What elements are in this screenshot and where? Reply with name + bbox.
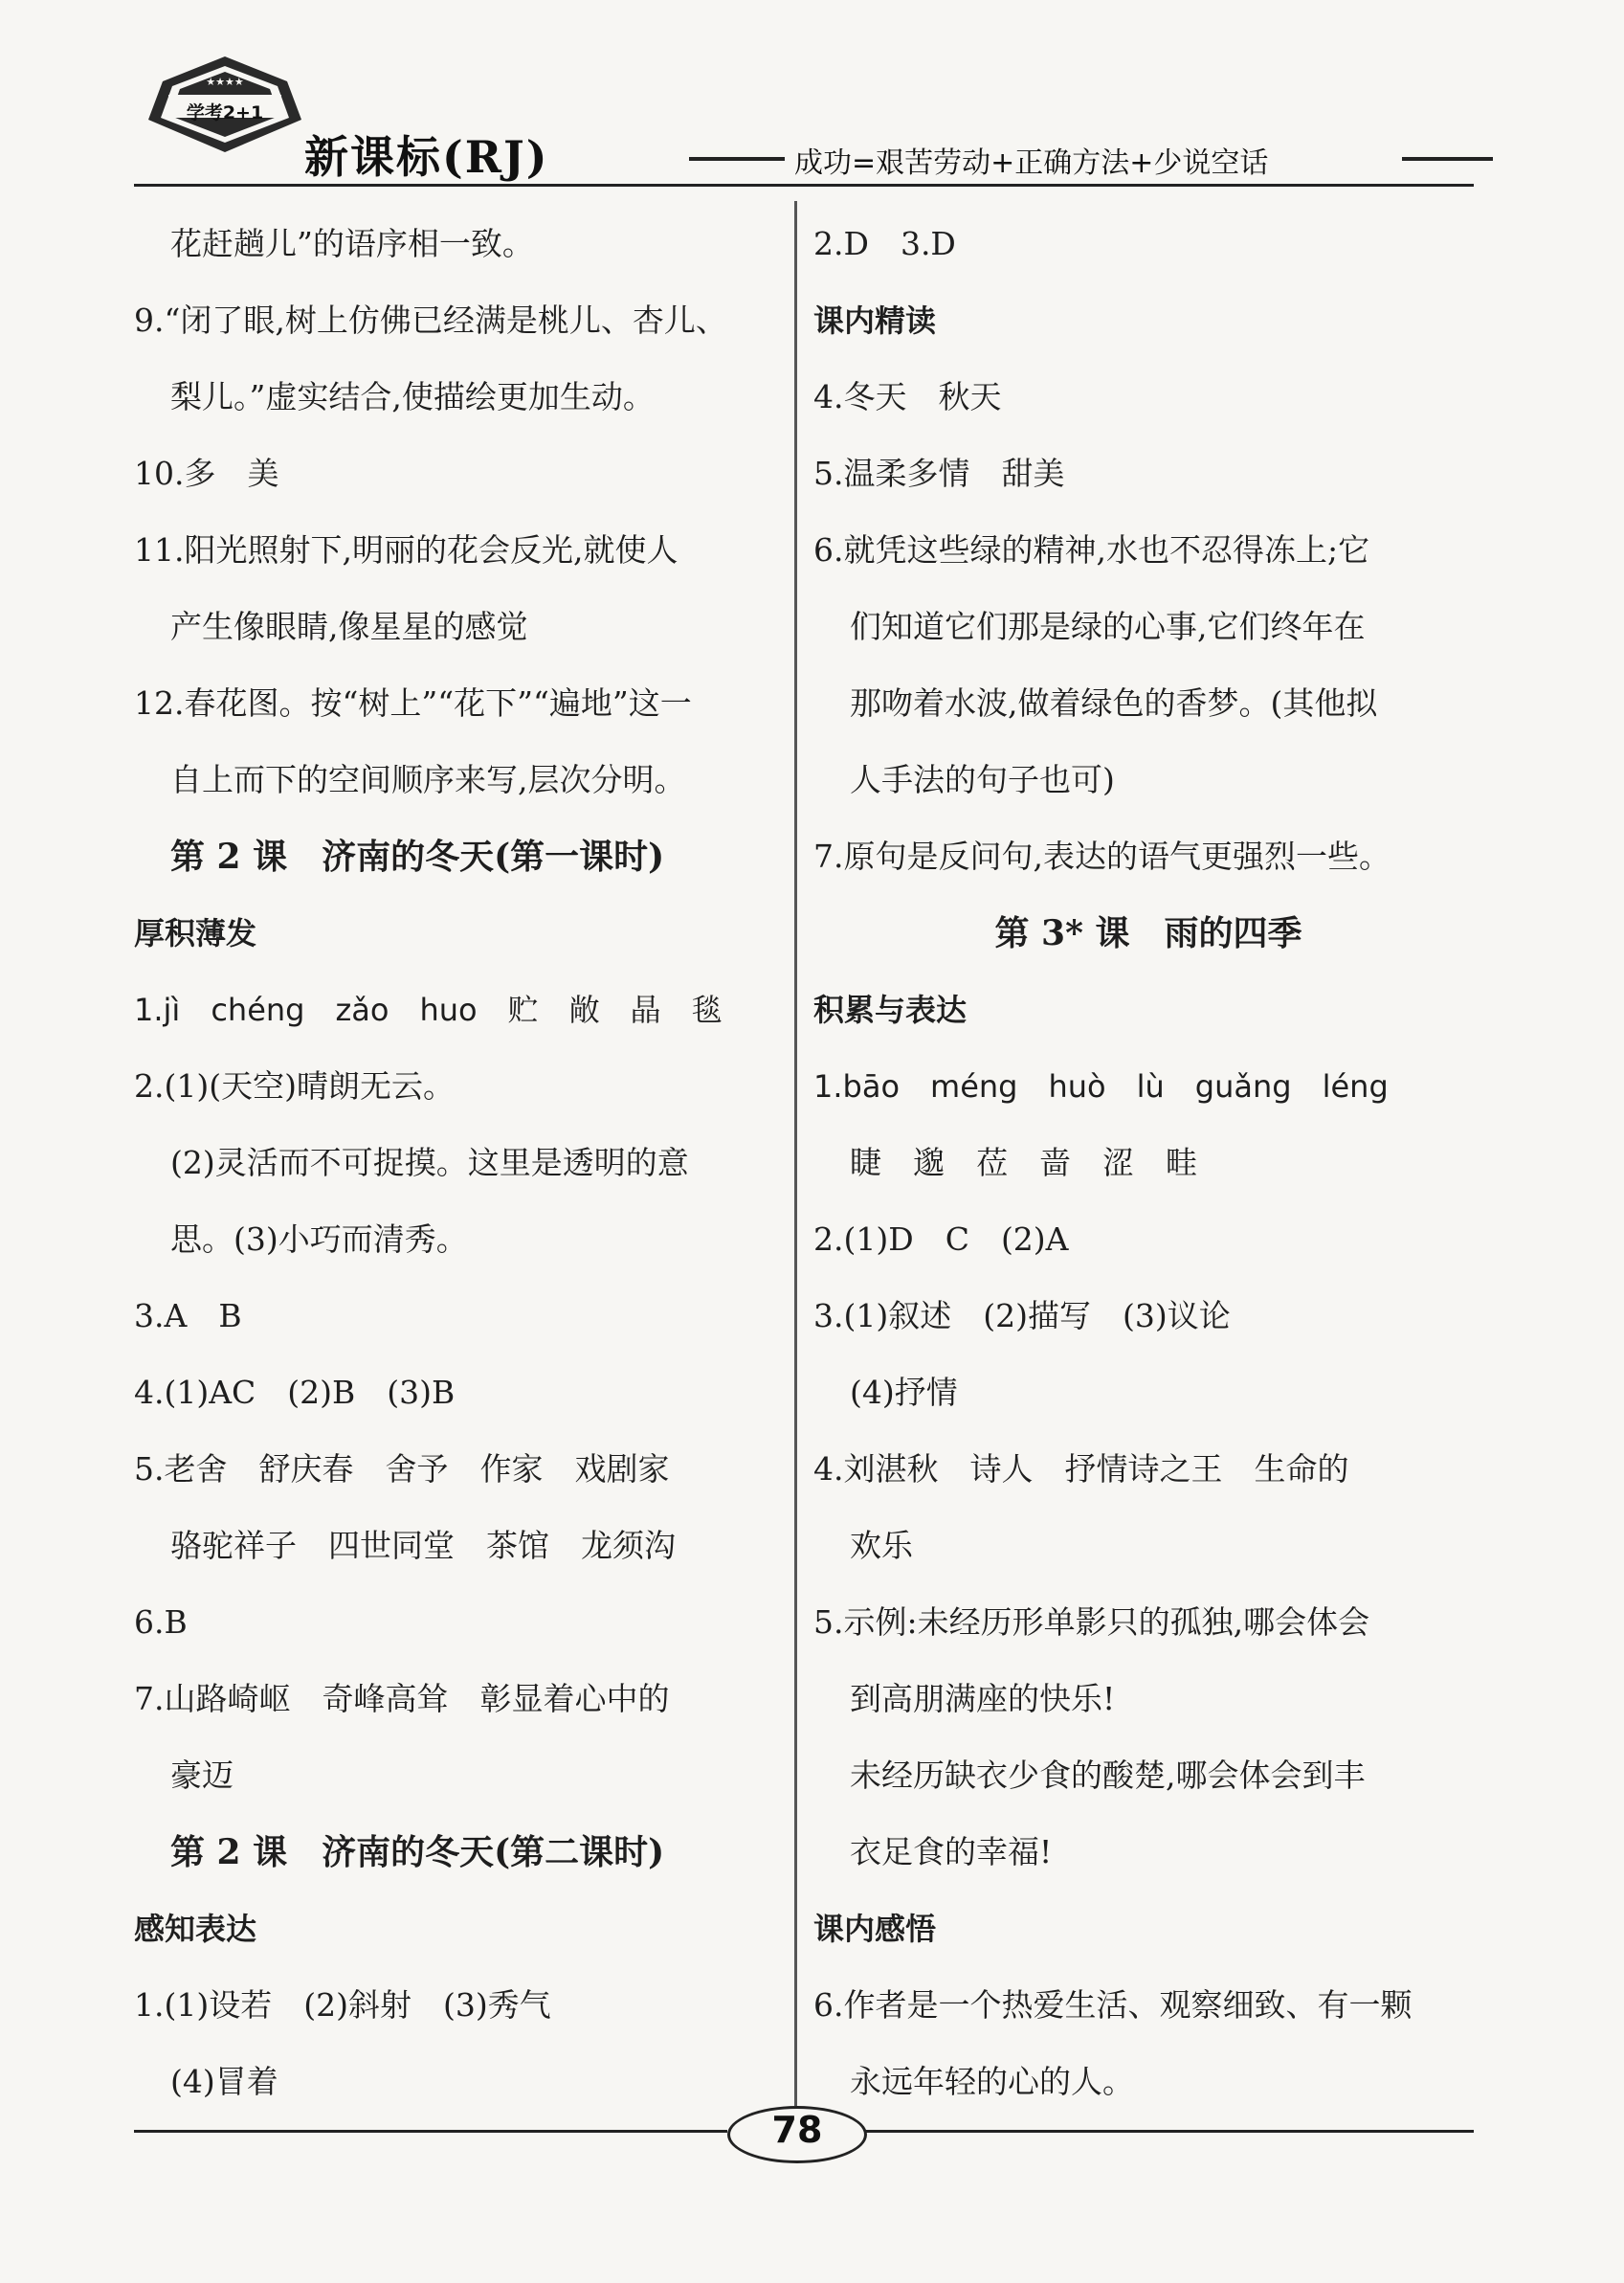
page-number: 78 bbox=[771, 2109, 823, 2151]
answer-line: (4)抒情 bbox=[850, 1374, 958, 1411]
answer-line: (2)灵活而不可捉摸。这里是透明的意 bbox=[170, 1144, 689, 1181]
answer-line: 未经历缺衣少食的酸楚,哪会体会到丰 bbox=[850, 1757, 1366, 1794]
answer-line: 自上而下的空间顺序来写,层次分明。 bbox=[170, 761, 686, 798]
answer-line: 5.温柔多情 甜美 bbox=[813, 455, 1065, 492]
answer-line: 10.多 美 bbox=[134, 455, 279, 492]
left-column bbox=[134, 206, 794, 2120]
answer-line: 那吻着水波,做着绿色的香梦。(其他拟 bbox=[850, 684, 1378, 722]
answer-line: 4.冬天 秋天 bbox=[813, 378, 1002, 415]
answer-line: 思。(3)小巧而清秀。 bbox=[170, 1220, 468, 1258]
answer-line: 5.老舍 舒庆春 舍予 作家 戏剧家 bbox=[134, 1450, 670, 1488]
lesson-heading: 第 3* 课 雨的四季 bbox=[994, 913, 1302, 953]
answer-line: 6.B bbox=[134, 1603, 188, 1641]
answer-line: 2.(1)(天空)晴朗无云。 bbox=[134, 1067, 455, 1105]
answer-line: 衣足食的幸福! bbox=[850, 1833, 1053, 1870]
footer-rule-right bbox=[864, 2130, 1474, 2133]
svg-text:★★★★: ★★★★ bbox=[206, 76, 244, 88]
answer-line: 5.示例:未经历形单影只的孤独,哪会体会 bbox=[813, 1603, 1370, 1641]
answer-line: 1.bāo méng huò lù guǎng léng bbox=[813, 1068, 1389, 1105]
answer-line: 豪迈 bbox=[170, 1757, 234, 1794]
section-heading: 积累与表达 bbox=[813, 992, 968, 1028]
lesson-heading: 第 2 课 济南的冬天(第二课时) bbox=[170, 1832, 665, 1872]
answer-line: 3.(1)叙述 (2)描写 (3)议论 bbox=[813, 1297, 1231, 1334]
answer-line: 2.(1)D C (2)A bbox=[813, 1220, 1069, 1258]
header-rule bbox=[134, 184, 1474, 187]
answer-line: 到高朋满座的快乐! bbox=[850, 1680, 1116, 1717]
footer-rule-left bbox=[134, 2130, 727, 2133]
answer-line: 2.D 3.D bbox=[813, 225, 956, 262]
answer-line: 永远年轻的心的人。 bbox=[850, 2063, 1134, 2100]
answer-line: 人手法的句子也可) bbox=[850, 761, 1115, 798]
answer-line: 6.作者是一个热爱生活、观察细致、有一颗 bbox=[813, 1986, 1413, 2024]
page-footer bbox=[134, 2101, 1474, 2178]
answer-line: 梨儿。”虚实结合,使描绘更加生动。 bbox=[170, 378, 655, 415]
motto-line-left bbox=[689, 157, 785, 161]
column-divider bbox=[794, 201, 797, 2106]
right-column bbox=[813, 206, 1483, 2120]
answer-line: 4.刘湛秋 诗人 抒情诗之王 生命的 bbox=[813, 1450, 1349, 1488]
section-heading: 课内感悟 bbox=[813, 1911, 937, 1947]
page-header bbox=[0, 0, 1624, 191]
answer-line: 骆驼祥子 四世同堂 茶馆 龙须沟 bbox=[170, 1527, 676, 1564]
logo-text: 学考2+1 bbox=[186, 102, 264, 123]
lesson-heading: 第 2 课 济南的冬天(第一课时) bbox=[170, 837, 665, 877]
answer-line: 欢乐 bbox=[850, 1527, 913, 1564]
answer-line: 睫 邈 莅 啬 涩 畦 bbox=[850, 1144, 1197, 1181]
answer-line: 7.原句是反问句,表达的语气更强烈一些。 bbox=[813, 838, 1390, 875]
answer-line: 们知道它们那是绿的心事,它们终年在 bbox=[850, 608, 1366, 645]
answer-line: 7.山路崎岖 奇峰高耸 彰显着心中的 bbox=[134, 1680, 670, 1717]
motto-banner bbox=[689, 139, 1493, 180]
answer-line: 1.jì chéng zǎo huo 贮 敞 晶 毯 bbox=[134, 992, 723, 1028]
answer-line: 9.“闭了眼,树上仿佛已经满是桃儿、杏儿、 bbox=[134, 302, 727, 339]
section-heading: 厚积薄发 bbox=[134, 915, 257, 951]
brand-title: 新课标(RJ) bbox=[304, 131, 549, 183]
answer-line: (4)冒着 bbox=[170, 2063, 278, 2100]
answer-line: 4.(1)AC (2)B (3)B bbox=[134, 1374, 456, 1411]
section-heading: 感知表达 bbox=[134, 1911, 257, 1947]
motto-line-right bbox=[1402, 157, 1493, 161]
answer-line: 11.阳光照射下,明丽的花会反光,就使人 bbox=[134, 531, 679, 569]
answer-line: 6.就凭这些绿的精神,水也不忍得冻上;它 bbox=[813, 531, 1370, 569]
answer-line: 花赶趟儿”的语序相一致。 bbox=[170, 225, 534, 262]
answer-line: 12.春花图。按“树上”“花下”“遍地”这一 bbox=[134, 684, 692, 722]
section-heading: 课内精读 bbox=[813, 302, 937, 339]
motto-text: 成功=艰苦劳动+正确方法+少说空话 bbox=[794, 146, 1269, 180]
answer-line: 产生像眼睛,像星星的感觉 bbox=[170, 608, 528, 645]
answer-line: 1.(1)设若 (2)斜射 (3)秀气 bbox=[134, 1986, 551, 2024]
answer-line: 3.A B bbox=[134, 1297, 242, 1334]
